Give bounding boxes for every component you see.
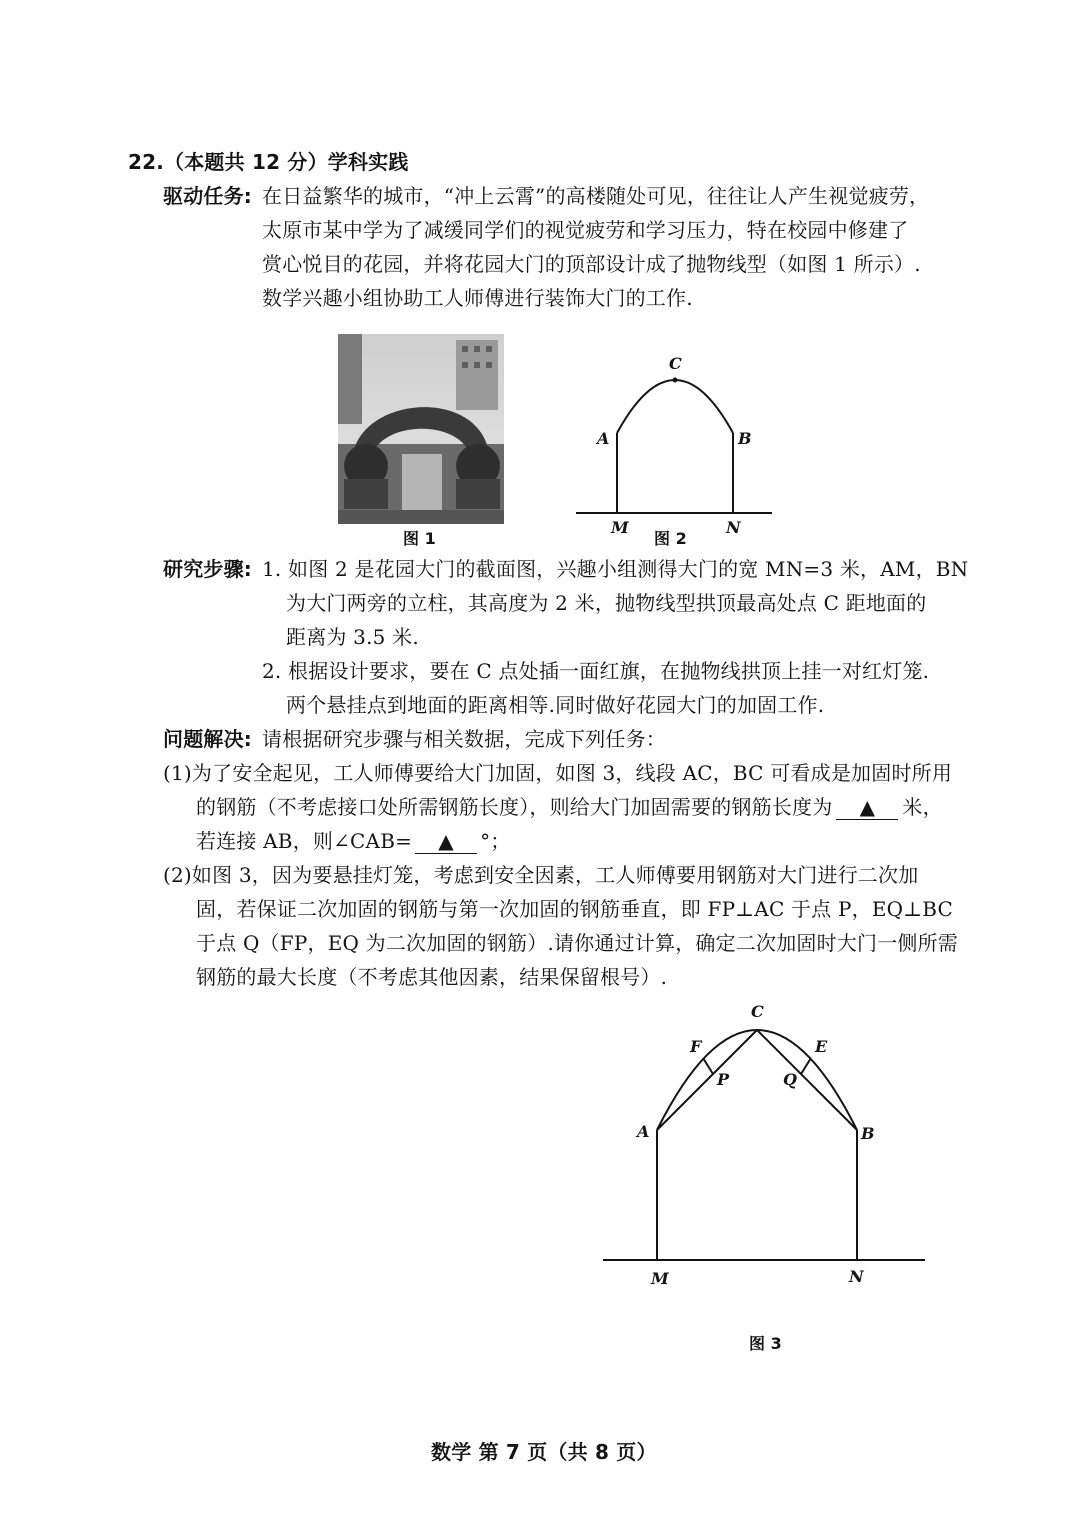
figure-1-caption: 图 1 — [403, 529, 436, 548]
research-line-3: 距离为 3.5 米. — [286, 625, 419, 649]
label-n: N — [726, 518, 741, 537]
segment-ac — [657, 1030, 757, 1130]
research-line-4: 2. 根据设计要求，要在 C 点处插一面红旗，在抛物线拱顶上挂一对红灯笼. — [262, 659, 930, 683]
solve-text: 请根据研究步骤与相关数据，完成下列任务： — [262, 727, 666, 751]
part1-line-2-text: 的钢筋（不考虑接口处所需钢筋长度），则给大门加固需要的钢筋长度为 — [196, 795, 833, 819]
page-footer: 数学 第 7 页（共 8 页） — [431, 1440, 657, 1464]
label-c: C — [751, 1002, 764, 1021]
figure-3-caption: 图 3 — [749, 1334, 782, 1353]
segment-fp — [703, 1058, 713, 1074]
question-header: 22.（本题共 12 分）学科实践 — [128, 150, 409, 174]
part1-line-2-unit: 米， — [902, 795, 943, 819]
label-c: C — [669, 354, 682, 373]
research-steps-label: 研究步骤: — [163, 557, 252, 581]
research-line-1: 1. 如图 2 是花园大门的截面图，兴趣小组测得大门的宽 MN=3 米，AM，BN — [262, 557, 969, 581]
label-b: B — [861, 1124, 875, 1143]
part1-line-1: (1)为了安全起见，工人师傅要给大门加固，如图 3，线段 AC，BC 可看成是加固时所用 — [163, 761, 953, 785]
drive-task-line-2: 太原市某中学为了减缓同学们的视觉疲劳和学习压力，特在校园中修建了 — [262, 218, 909, 242]
part1-line-3-text: 若连接 AB，则∠CAB= — [196, 829, 413, 853]
research-line-5: 两个悬挂点到地面的距离相等.同时做好花园大门的加固工作. — [286, 693, 825, 717]
figure-2-diagram — [570, 350, 780, 550]
drive-task-line-3: 赏心悦目的花园，并将花园大门的顶部设计成了抛物线型（如图 1 所示）. — [262, 252, 921, 276]
label-a: A — [597, 429, 610, 448]
answer-blank-length — [836, 795, 898, 820]
drive-task-line-4: 数学兴趣小组协助工人师傅进行装饰大门的工作. — [262, 286, 693, 310]
figure-2-caption: 图 2 — [654, 529, 687, 548]
part1-line-3 — [196, 826, 510, 856]
part1-line-3-unit: °； — [480, 829, 511, 853]
segment-eq — [801, 1058, 811, 1074]
blank-mark-1: ▲ — [859, 795, 876, 819]
label-m: M — [651, 1269, 669, 1288]
figure-3-diagram — [595, 995, 935, 1295]
label-q: Q — [783, 1070, 797, 1089]
part2-line-4: 钢筋的最大长度（不考虑其他因素，结果保留根号）. — [196, 965, 668, 989]
research-line-2: 为大门两旁的立柱，其高度为 2 米，抛物线型拱顶最高处点 C 距地面的 — [286, 591, 927, 615]
label-m: M — [611, 518, 629, 537]
drive-task-label: 驱动任务: — [163, 184, 252, 208]
point-c — [673, 378, 678, 383]
part1-line-2 — [196, 792, 943, 822]
label-n: N — [849, 1267, 864, 1286]
solve-label: 问题解决: — [163, 727, 252, 751]
part2-line-3: 于点 Q（FP，EQ 为二次加固的钢筋）.请你通过计算，确定二次加固时大门一侧所需 — [196, 931, 958, 955]
blank-mark-2: ▲ — [438, 829, 454, 853]
part2-line-2: 固，若保证二次加固的钢筋与第一次加固的钢筋垂直，即 FP⊥AC 于点 P，EQ⊥BC — [196, 897, 953, 921]
label-p: P — [717, 1070, 730, 1089]
label-a: A — [637, 1122, 650, 1141]
label-e: E — [815, 1037, 828, 1056]
parabola-arch — [617, 380, 733, 433]
drive-task-line-1: 在日益繁华的城市，“冲上云霄”的高楼随处可见，往往让人产生视觉疲劳， — [262, 184, 930, 208]
label-b: B — [738, 429, 752, 448]
answer-blank-angle — [415, 829, 477, 854]
segment-bc — [757, 1030, 857, 1130]
part2-line-1: (2)如图 3，因为要悬挂灯笼，考虑到安全因素，工人师傅要用钢筋对大门进行二次加 — [163, 863, 919, 887]
label-f: F — [690, 1037, 702, 1056]
garden-gate-photo — [338, 334, 504, 524]
